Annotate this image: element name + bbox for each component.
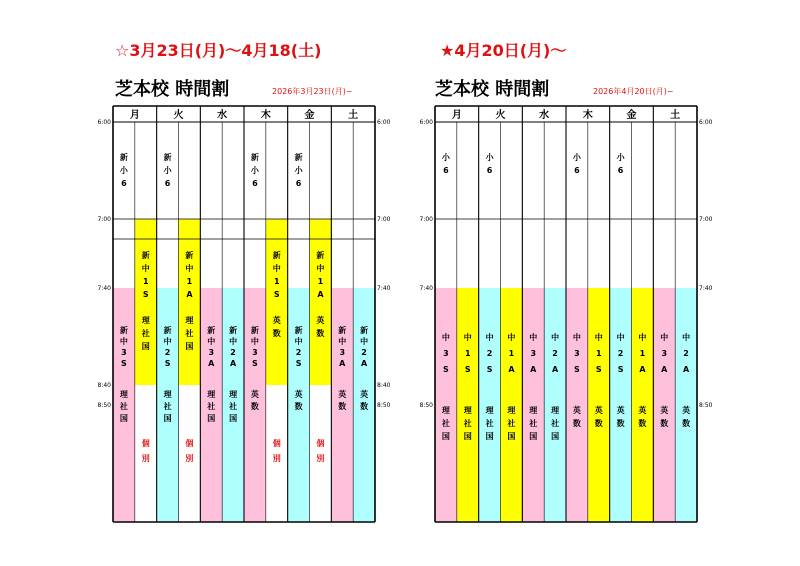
right-class-block [653, 288, 675, 522]
right-class-subject-label: 理 [529, 406, 538, 415]
left-class-subject-label: 社 [119, 402, 128, 411]
right-class-grade-label: S [486, 365, 493, 374]
left-class-grade-label: 1 [186, 277, 193, 286]
right-time-label: 6:00 [419, 119, 433, 126]
left-class-grade-label: 中 [360, 337, 369, 346]
left-day-label: 水 [217, 110, 228, 121]
left-class-grade-label: 2 [361, 348, 367, 357]
right-class-grade-label: 2 [617, 349, 624, 358]
right-class-grade-label: 中 [551, 333, 560, 342]
left-class-subject-label: 社 [185, 329, 194, 338]
left-class-subject-label: 英 [272, 316, 281, 325]
right-class-grade-label: 2 [552, 349, 558, 358]
left-elem-grade-label: 新 [163, 153, 172, 162]
right-class-block [479, 288, 501, 522]
left-class-grade-label: S [142, 290, 149, 299]
right-class-block [566, 288, 588, 522]
right-class-block [435, 288, 457, 522]
left-period-heading: ☆3月23日(月)〜4月18(土) [115, 41, 322, 60]
right-class-grade-label: S [464, 365, 471, 374]
right-day-label: 土 [670, 110, 681, 121]
left-time-label: 7:00 [377, 216, 391, 223]
right-class-grade-label: 3 [574, 349, 580, 358]
left-class-subject-label: 数 [360, 402, 369, 411]
left-class-grade-label: 1 [317, 277, 324, 286]
right-class-subject-label: 理 [463, 406, 472, 415]
left-elem-grade-label: 小 [250, 166, 259, 175]
right-class-grade-label: S [595, 365, 602, 374]
left-class-subject-label: 理 [119, 390, 128, 399]
left-class-grade-label: A [339, 359, 346, 368]
right-class-subject-label: 数 [616, 419, 625, 428]
right-elem-grade-label: 小 [441, 153, 450, 162]
right-class-subject-label: 社 [463, 419, 472, 428]
left-class-subject-label: 社 [163, 402, 172, 411]
right-day-label: 水 [539, 110, 550, 121]
left-class-grade-label: 新 [338, 326, 347, 335]
right-class-grade-label: 2 [486, 349, 493, 358]
left-class-grade-label: S [273, 290, 280, 299]
left-class-grade-label: 3 [252, 348, 258, 357]
left-class-subject-label: 国 [185, 342, 194, 351]
left-class-grade-label: 3 [208, 348, 215, 357]
left-class-grade-label: S [295, 359, 302, 368]
left-class-grade-label: A [317, 290, 324, 299]
right-class-subject-label: 理 [485, 406, 494, 415]
right-class-grade-label: 中 [682, 333, 691, 342]
left-class-block [310, 219, 332, 385]
left-class-subject-label: 理 [141, 316, 150, 325]
left-class-grade-label: 中 [294, 337, 303, 346]
left-kobetsu-label: 個 [316, 439, 325, 448]
right-elem-grade-label: 小 [572, 153, 581, 162]
left-time-label: 7:40 [97, 285, 111, 292]
right-class-block [501, 288, 523, 522]
right-class-block [675, 288, 697, 522]
left-class-subject-label: 理 [207, 390, 216, 399]
left-class-subject-label: 数 [316, 329, 325, 338]
left-class-grade-label: 新 [316, 251, 325, 260]
left-elem-grade-label: 6 [164, 179, 171, 188]
left-class-grade-label: 中 [163, 337, 172, 346]
left-class-subject-label: 数 [338, 402, 347, 411]
left-time-label: 8:40 [97, 382, 111, 389]
left-class-grade-label: 2 [295, 348, 302, 357]
left-time-label: 8:40 [377, 382, 391, 389]
left-class-subject-label: 社 [229, 402, 238, 411]
left-elem-grade-label: 新 [294, 153, 303, 162]
left-kobetsu-label: 別 [272, 454, 281, 463]
left-class-grade-label: 3 [339, 348, 346, 357]
right-class-grade-label: 中 [441, 333, 450, 342]
right-class-block [610, 288, 632, 522]
left-kobetsu-label: 個 [185, 439, 194, 448]
right-class-subject-label: 英 [572, 406, 581, 415]
left-class-grade-label: 中 [316, 264, 325, 273]
right-title: 芝本校 時間割 [435, 79, 550, 100]
right-start-date: 2026年4月20日(月)~ [593, 87, 674, 96]
right-elem-grade-label: 6 [486, 166, 493, 175]
left-elem-grade-label: 6 [252, 179, 258, 188]
left-time-label: 7:00 [97, 216, 111, 223]
left-day-label: 土 [348, 110, 359, 121]
left-start-date: 2026年3月23日(月)~ [272, 87, 353, 96]
left-class-grade-label: 中 [272, 264, 281, 273]
left-class-grade-label: S [164, 359, 171, 368]
left-class-grade-label: 新 [229, 326, 238, 335]
right-class-subject-label: 国 [529, 432, 538, 441]
right-day-label: 月 [451, 110, 462, 121]
left-class-grade-label: 中 [338, 337, 347, 346]
right-time-label: 6:00 [699, 119, 713, 126]
left-class-grade-label: 中 [141, 264, 150, 273]
right-class-subject-label: 英 [682, 406, 691, 415]
right-class-block [544, 288, 566, 522]
right-class-grade-label: A [639, 365, 646, 374]
left-class-grade-label: 新 [163, 326, 172, 335]
right-class-grade-label: 3 [661, 349, 668, 358]
left-class-grade-label: 新 [119, 326, 128, 335]
left-class-grade-label: 新 [272, 251, 281, 260]
left-time-label: 7:40 [377, 285, 391, 292]
left-class-subject-label: 国 [207, 414, 216, 423]
left-kobetsu-label: 別 [185, 454, 194, 463]
left-elem-grade-label: 小 [294, 166, 303, 175]
left-time-label: 6:00 [97, 119, 111, 126]
left-class-grade-label: 中 [207, 337, 216, 346]
left-class-grade-label: 新 [294, 326, 303, 335]
left-class-grade-label: 新 [141, 251, 150, 260]
left-class-grade-label: 新 [250, 326, 259, 335]
left-elem-grade-label: 小 [119, 166, 128, 175]
right-day-label: 木 [582, 110, 593, 121]
left-class-grade-label: 新 [207, 326, 216, 335]
right-class-subject-label: 数 [682, 419, 691, 428]
right-class-subject-label: 数 [660, 419, 669, 428]
right-class-grade-label: A [530, 365, 537, 374]
right-class-grade-label: 中 [616, 333, 625, 342]
right-class-subject-label: 国 [441, 432, 450, 441]
right-class-block [457, 288, 479, 522]
right-class-block [588, 288, 610, 522]
right-class-subject-label: 英 [594, 406, 603, 415]
left-class-grade-label: 中 [250, 337, 259, 346]
right-class-grade-label: 2 [683, 349, 689, 358]
right-class-subject-label: 英 [616, 406, 625, 415]
right-time-label: 8:50 [699, 402, 713, 409]
left-time-label: 6:00 [377, 119, 391, 126]
left-class-grade-label: A [360, 359, 368, 368]
left-class-grade-label: 中 [229, 337, 238, 346]
right-class-subject-label: 理 [441, 406, 450, 415]
right-period-heading: ★4月20日(月)〜 [440, 41, 567, 60]
right-class-subject-label: 社 [507, 419, 516, 428]
left-class-subject-label: 社 [141, 329, 150, 338]
right-class-subject-label: 数 [638, 419, 647, 428]
right-class-subject-label: 数 [594, 419, 603, 428]
left-kobetsu-label: 別 [316, 454, 325, 463]
left-class-grade-label: 1 [273, 277, 280, 286]
left-class-grade-label: A [186, 290, 193, 299]
left-class-grade-label: 2 [230, 348, 236, 357]
right-class-grade-label: S [617, 365, 624, 374]
right-class-subject-label: 国 [485, 432, 494, 441]
right-elem-grade-label: 6 [574, 166, 580, 175]
left-class-subject-label: 理 [163, 390, 172, 399]
right-class-grade-label: 3 [443, 349, 449, 358]
left-class-subject-label: 理 [229, 390, 238, 399]
left-class-subject-label: 数 [250, 402, 259, 411]
right-elem-grade-label: 小 [616, 153, 625, 162]
right-time-label: 7:00 [419, 216, 433, 223]
right-class-grade-label: A [682, 365, 690, 374]
right-class-subject-label: 社 [441, 419, 450, 428]
right-class-block [522, 288, 544, 522]
right-class-grade-label: 1 [508, 349, 515, 358]
left-class-block [266, 219, 288, 385]
left-class-subject-label: 国 [163, 414, 172, 423]
right-time-label: 7:40 [419, 285, 433, 292]
left-title: 芝本校 時間割 [115, 79, 230, 100]
right-class-subject-label: 理 [507, 406, 516, 415]
right-time-label: 8:50 [419, 402, 433, 409]
left-day-label: 木 [260, 110, 271, 121]
left-class-subject-label: 英 [294, 390, 303, 399]
left-class-subject-label: 英 [338, 390, 347, 399]
left-class-subject-label: 数 [272, 329, 281, 338]
left-class-grade-label: 1 [142, 277, 149, 286]
right-class-grade-label: S [443, 365, 449, 374]
right-class-subject-label: 国 [463, 432, 472, 441]
left-class-grade-label: S [121, 359, 127, 368]
right-class-grade-label: S [574, 365, 580, 374]
right-class-grade-label: 中 [572, 333, 581, 342]
right-class-subject-label: 英 [660, 406, 669, 415]
left-kobetsu-label: 別 [141, 454, 150, 463]
left-elem-grade-label: 6 [121, 179, 127, 188]
right-day-label: 金 [626, 110, 637, 121]
right-time-label: 7:40 [699, 285, 713, 292]
left-class-grade-label: 新 [360, 326, 369, 335]
right-class-subject-label: 理 [551, 406, 560, 415]
right-class-grade-label: 中 [594, 333, 603, 342]
right-elem-grade-label: 6 [443, 166, 449, 175]
left-elem-grade-label: 6 [295, 179, 302, 188]
right-class-grade-label: 1 [595, 349, 602, 358]
left-time-label: 8:50 [377, 402, 391, 409]
right-class-subject-label: 社 [485, 419, 494, 428]
right-class-grade-label: 中 [660, 333, 669, 342]
right-class-subject-label: 社 [551, 419, 560, 428]
left-class-grade-label: A [208, 359, 215, 368]
left-day-label: 金 [304, 110, 315, 121]
right-class-subject-label: 国 [551, 432, 560, 441]
left-kobetsu-label: 個 [272, 439, 281, 448]
left-class-grade-label: 3 [121, 348, 127, 357]
left-class-grade-label: 中 [185, 264, 194, 273]
left-elem-grade-label: 新 [119, 153, 128, 162]
right-class-grade-label: 中 [638, 333, 647, 342]
left-time-label: 8:50 [97, 402, 111, 409]
left-class-subject-label: 国 [119, 414, 128, 423]
left-class-subject-label: 数 [294, 402, 303, 411]
left-day-label: 火 [173, 110, 184, 121]
left-class-subject-label: 国 [141, 342, 150, 351]
right-time-label: 7:00 [699, 216, 713, 223]
right-class-block [632, 288, 654, 522]
right-class-grade-label: 3 [530, 349, 537, 358]
right-day-label: 火 [495, 110, 506, 121]
right-class-grade-label: 中 [507, 333, 516, 342]
right-class-grade-label: 中 [529, 333, 538, 342]
left-elem-grade-label: 小 [163, 166, 172, 175]
left-class-block [135, 219, 157, 385]
right-class-grade-label: A [551, 365, 559, 374]
left-class-subject-label: 英 [360, 390, 369, 399]
right-class-grade-label: A [508, 365, 515, 374]
right-class-grade-label: 1 [639, 349, 646, 358]
right-class-subject-label: 国 [507, 432, 516, 441]
right-class-grade-label: 中 [463, 333, 472, 342]
left-class-grade-label: 新 [185, 251, 194, 260]
left-elem-grade-label: 新 [250, 153, 259, 162]
right-elem-grade-label: 小 [485, 153, 494, 162]
left-class-subject-label: 英 [250, 390, 259, 399]
left-day-label: 月 [129, 110, 140, 121]
right-class-grade-label: A [661, 365, 668, 374]
left-class-block [179, 219, 201, 385]
left-class-subject-label: 理 [185, 316, 194, 325]
left-class-grade-label: S [252, 359, 258, 368]
right-class-subject-label: 数 [572, 419, 581, 428]
left-class-grade-label: 2 [164, 348, 171, 357]
right-elem-grade-label: 6 [617, 166, 624, 175]
left-class-subject-label: 英 [316, 316, 325, 325]
left-kobetsu-label: 個 [141, 439, 150, 448]
right-class-grade-label: 1 [464, 349, 471, 358]
left-class-grade-label: A [229, 359, 237, 368]
left-class-subject-label: 社 [207, 402, 216, 411]
right-class-grade-label: 中 [485, 333, 494, 342]
left-class-subject-label: 国 [229, 414, 238, 423]
right-class-subject-label: 英 [638, 406, 647, 415]
right-class-subject-label: 社 [529, 419, 538, 428]
left-class-grade-label: 中 [119, 337, 128, 346]
